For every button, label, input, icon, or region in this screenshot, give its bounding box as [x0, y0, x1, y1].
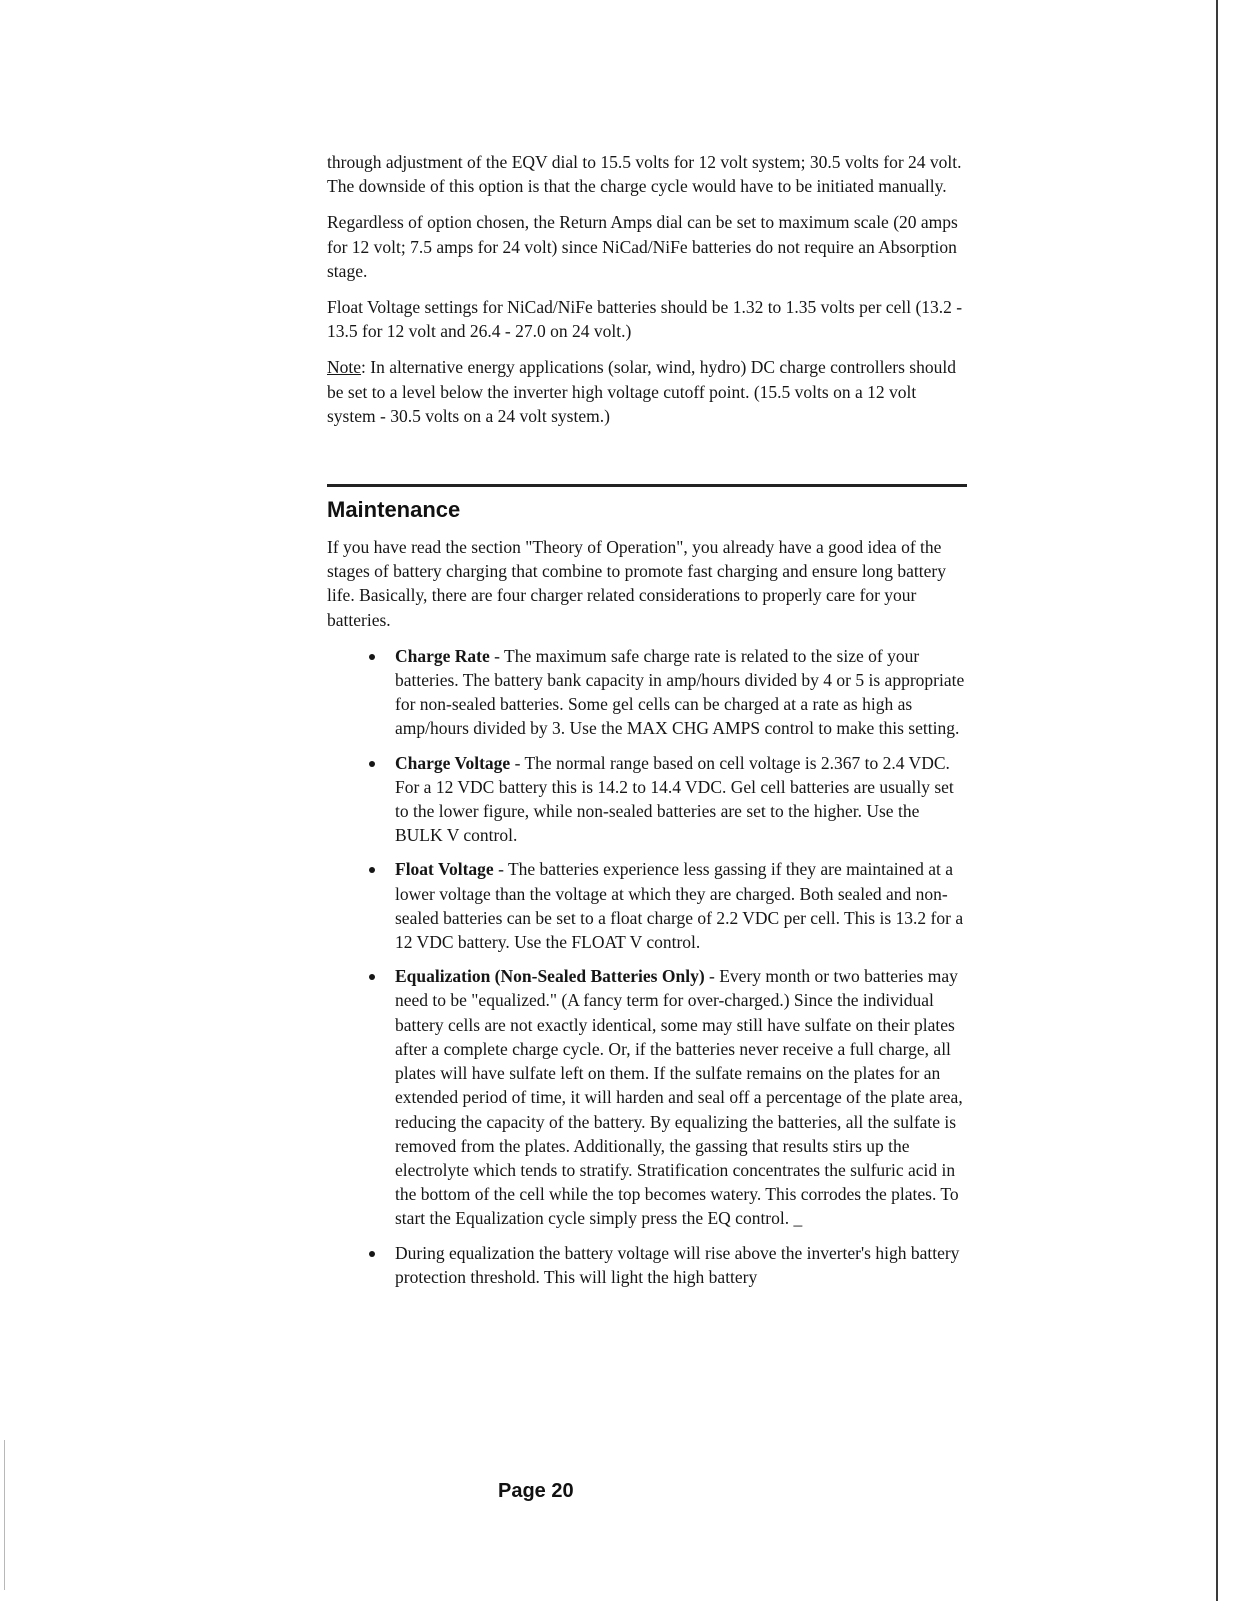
- bullet-icon: [369, 1251, 375, 1257]
- scan-edge-left: [4, 1440, 5, 1590]
- maintenance-intro: If you have read the section "Theory of Operation", you already have a good idea of the stages of battery charging that combine to promote fast charging and ensure long battery life. Basically, there are four charger related considerations to properly care for your batteries.: [327, 537, 946, 630]
- intro-paragraph-3: Float Voltage settings for NiCad/NiFe batteries should be 1.32 to 1.35 volts per cell (13.2 - 13.5 for 12 volt and 26.4 - 27.0 on 24 volt.): [327, 297, 963, 342]
- list-item-term: Charge Voltage: [395, 752, 511, 773]
- page-number: Page 20: [498, 1480, 574, 1502]
- note-paragraph: [327, 355, 967, 428]
- list-item: [395, 751, 967, 848]
- list-item-text: - The batteries experience less gassing if they are maintained at a lower voltage than the voltage at which they are charged. Both sealed and non-sealed batteries can be set to a float charge of 2.2 VDC per cell. This is 13.2 for a 12 VDC battery. Use the FLOAT V control.: [395, 859, 964, 953]
- list-item-text: - The maximum safe charge rate is related to the size of your batteries. The battery bank capacity in amp/hours divided by 4 or 5 is appropriate for non-sealed batteries. Some gel cells can be charged at a rate as high as amp/hours divided by 3. Use the MAX CHG AMPS control to make this setting.: [395, 645, 965, 739]
- section-heading: Maintenance: [327, 497, 461, 523]
- bullet-icon: [369, 974, 375, 980]
- list-item-term: Equalization (Non-Sealed Batteries Only): [395, 966, 705, 987]
- intro-paragraph-1: through adjustment of the EQV dial to 15.5 volts for 12 volt system; 30.5 volts for 24 volt. The downside of this option is that the charge cycle would have to be initiated manually.: [327, 152, 962, 197]
- list-item: [395, 857, 967, 954]
- section-divider: [327, 484, 967, 487]
- bullet-icon: [369, 654, 375, 660]
- list-item: [395, 644, 967, 741]
- page-content: [327, 150, 967, 1299]
- list-item-term: Charge Rate: [395, 645, 490, 666]
- list-item: [395, 1241, 967, 1289]
- bullet-icon: [369, 867, 375, 873]
- list-item-text: - The normal range based on cell voltage is 2.367 to 2.4 VDC. For a 12 VDC battery this is 14.2 to 14.4 VDC. Gel cell batteries are usually set to the lower figure, while non-sealed batteries are set to the higher. Use the BULK V control.: [395, 752, 954, 846]
- list-item: [395, 964, 967, 1230]
- list-item-text: - Every month or two batteries may need to be "equalized." (A fancy term for over-charged.) Since the individual battery cells are not exactly identical, some may still have sulfate on their plates after a complete charge cycle. Or, if the batteries never receive a full charge, all plates will have sulfate left on them. If the sulfate remains on the plates for an extended period of time, it will harden and seal off a percentage of the plate area, reducing the capacity of the battery. By equalizing the batteries, all the sulfate is removed from the plates. Additionally, the gassing that results stirs up the electrolyte which tends to stratify. Stratification concentrates the sulfuric acid in the bottom of the cell while the top becomes watery. This corrodes the plates. To start the Equalization cycle simply press the EQ control. _: [395, 966, 963, 1229]
- list-item-term: Float Voltage: [395, 859, 494, 880]
- maintenance-list: [327, 644, 967, 1289]
- list-item-text: During equalization the battery voltage will rise above the inverter's high battery protection threshold. This will light the high battery: [395, 1242, 960, 1287]
- bullet-icon: [369, 761, 375, 767]
- scan-edge-right: [1216, 0, 1218, 1601]
- note-label: Note: [327, 357, 362, 378]
- note-text: : In alternative energy applications (solar, wind, hydro) DC charge controllers should be set to a level below the inverter high voltage cutoff point. (15.5 volts on a 12 volt system - 30.5 volts on a 24 volt system.): [327, 357, 956, 426]
- intro-paragraph-2: Regardless of option chosen, the Return Amps dial can be set to maximum scale (20 amps for 12 volt; 7.5 amps for 24 volt) since NiCad/NiFe batteries do not require an Absorption stage.: [327, 212, 958, 281]
